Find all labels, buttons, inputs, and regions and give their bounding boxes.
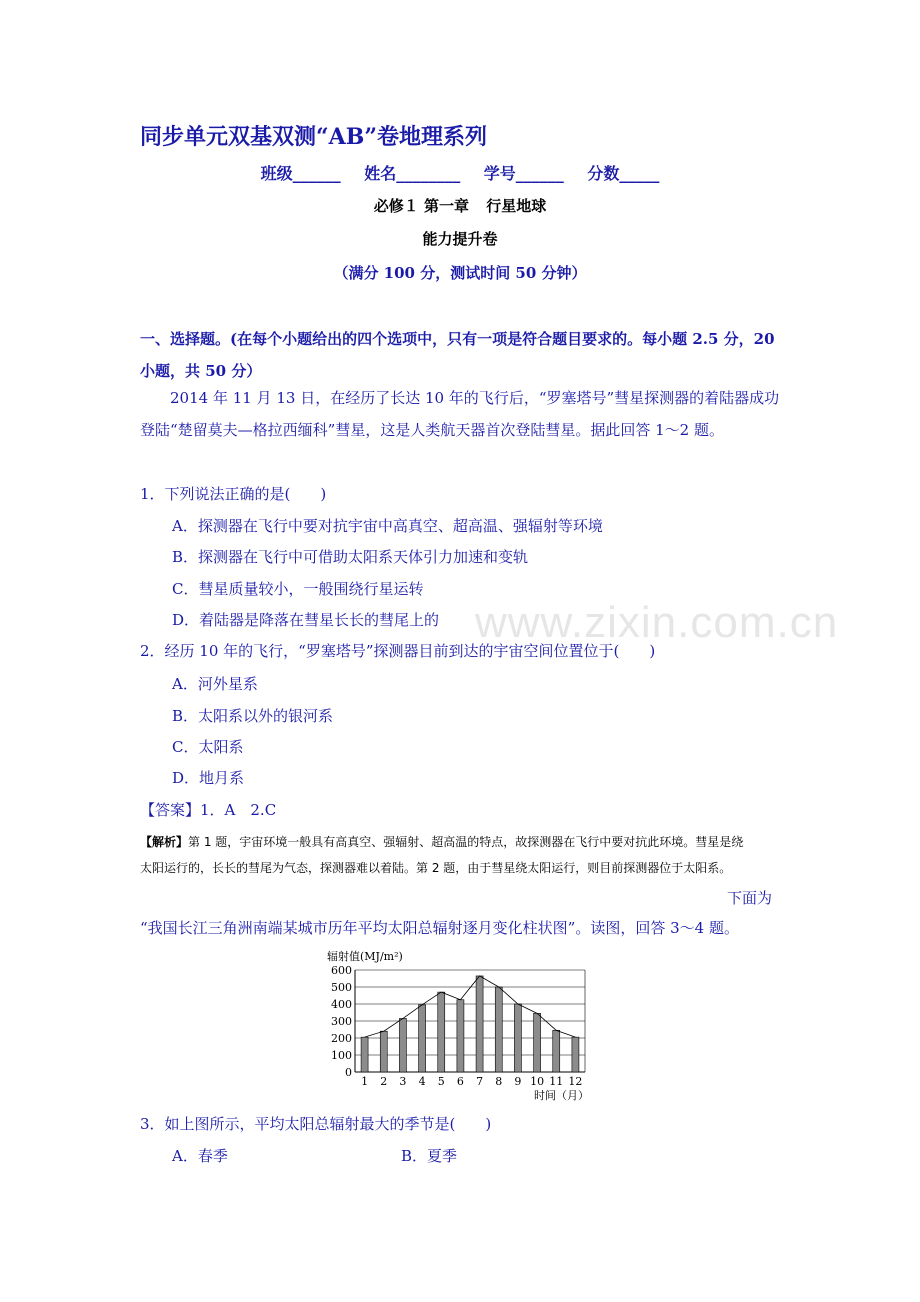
chart-bar-2: [380, 1031, 387, 1072]
question-2-option-c[interactable]: C．太阳系: [172, 738, 244, 756]
chart-bar-5: [438, 992, 445, 1072]
chart-xtick-5: 5: [437, 1075, 445, 1088]
chart-bar-1: [361, 1037, 368, 1072]
chart-xtick-3: 3: [399, 1075, 407, 1088]
question-1-option-b[interactable]: B．探测器在飞行中可借助太阳系天体引力加速和变轨: [172, 548, 529, 566]
class-field[interactable]: 班级______: [260, 164, 341, 183]
question-1-option-a[interactable]: A．探测器在飞行中要对抗宇宙中高真空、超高温、强辐射等环境: [172, 517, 603, 535]
chart-xtick-4: 4: [418, 1075, 426, 1088]
chart-ytick-3: 300: [331, 1015, 352, 1028]
answer-text: 1．A 2.C: [200, 801, 277, 819]
chart-ytick-1: 100: [331, 1049, 352, 1062]
name-field[interactable]: 姓名________: [364, 164, 461, 183]
question-3-stem: 3．如上图所示，平均太阳总辐射最大的季节是( ): [140, 1115, 492, 1133]
student-info: [0, 161, 920, 184]
chart-bar-9: [514, 1004, 521, 1072]
chart-bar-10: [534, 1013, 541, 1072]
answer-line: [140, 799, 276, 820]
question-3-option-a[interactable]: A．春季: [172, 1147, 228, 1165]
series-title: 同步单元双基双测“AB”卷地理系列: [140, 124, 487, 150]
explanation-label: 【解析】: [140, 835, 189, 849]
question-1-stem: 1．下列说法正确的是( ): [140, 485, 327, 503]
chart-ytick-6: 600: [331, 964, 352, 977]
chart-xlabel: 时间（月）: [534, 1089, 589, 1101]
chart-xtick-9: 9: [514, 1075, 522, 1088]
question-1-option-d[interactable]: D．着陆器是降落在彗星长长的彗尾上的: [172, 611, 440, 629]
chart-trend-line: [365, 976, 576, 1037]
chart-bar-11: [553, 1030, 560, 1072]
score-info: （满分 100 分，测试时间 50 分钟）: [333, 264, 587, 282]
chart-ytick-0: 0: [345, 1066, 352, 1079]
student-id-field[interactable]: 学号______: [483, 164, 564, 183]
chart-intro-line2: “我国长江三角洲南端某城市历年平均太阳总辐射逐月变化柱状图”。读图，回答 3～4 题。: [140, 919, 739, 937]
explanation: [140, 829, 750, 881]
passage-text: 2014 年 11 月 13 日，在经历了长达 10 年的飞行后，“罗塞塔号”彗星探测器的着陆器成功登陆“楚留莫夫—格拉西缅科”彗星，这是人类航天器首次登陆彗星。据此回答 1～2 题。: [140, 389, 780, 439]
chart-bar-12: [572, 1037, 579, 1072]
chart-xtick-12: 12: [568, 1075, 583, 1088]
chart-xtick-10: 10: [530, 1075, 545, 1088]
chart-bar-3: [399, 1018, 406, 1072]
question-2-option-b[interactable]: B．太阳系以外的银河系: [172, 707, 334, 725]
question-2-option-d[interactable]: D．地月系: [172, 769, 245, 787]
chart-xtick-1: 1: [361, 1075, 369, 1088]
chart-ylabel: 辐射值(MJ/m²): [327, 950, 403, 963]
chart-ytick-4: 400: [331, 998, 352, 1011]
topic-label: 行星地球: [486, 197, 547, 215]
chart-xtick-2: 2: [380, 1075, 388, 1088]
question-2-option-a[interactable]: A．河外星系: [172, 675, 258, 693]
answer-label: 【答案】: [140, 801, 201, 819]
chart-bar-6: [457, 1000, 464, 1072]
section-heading: 一、选择题。(在每个小题给出的四个选项中，只有一项是符合题目要求的。每小题 2.5 分，20 小题，共 50 分）: [140, 330, 775, 380]
question-3-option-b[interactable]: B．夏季: [401, 1147, 458, 1165]
question-2-stem: 2．经历 10 年的飞行，“罗塞塔号”探测器目前到达的宇宙空间位置位于( ): [140, 642, 656, 660]
explanation-text: 第 1 题，宇宙环境一般具有高真空、强辐射、超高温的特点，故探测器在飞行中要对抗此环境。彗星是绕太阳运行的，长长的彗尾为气态，探测器难以着陆。第 2 题，由于彗星绕太阳运行，则目前探测器位于太阳系。: [140, 835, 744, 875]
chart-intro-line1: 下面为: [727, 889, 773, 907]
watermark: www.zixin.com.cn: [475, 598, 839, 647]
chart-bar-4: [419, 1005, 426, 1072]
level-title: 能力提升卷: [422, 230, 498, 248]
chart-xtick-7: 7: [476, 1075, 484, 1088]
chart-xtick-8: 8: [495, 1075, 503, 1088]
chart-ytick-5: 500: [331, 981, 352, 994]
chart-xtick-11: 11: [549, 1075, 564, 1088]
chart-ytick-2: 200: [331, 1032, 352, 1045]
chart-xtick-6: 6: [456, 1075, 464, 1088]
course-label: 必修１ 第一章: [373, 197, 469, 215]
radiation-bar-chart: [325, 946, 595, 1101]
chart-bar-7: [476, 976, 483, 1072]
chapter-title: [0, 195, 920, 216]
score-field[interactable]: 分数_____: [587, 164, 660, 183]
question-1-option-c[interactable]: C．彗星质量较小，一般围绕行星运转: [172, 580, 424, 598]
chart-bar-8: [495, 987, 502, 1072]
